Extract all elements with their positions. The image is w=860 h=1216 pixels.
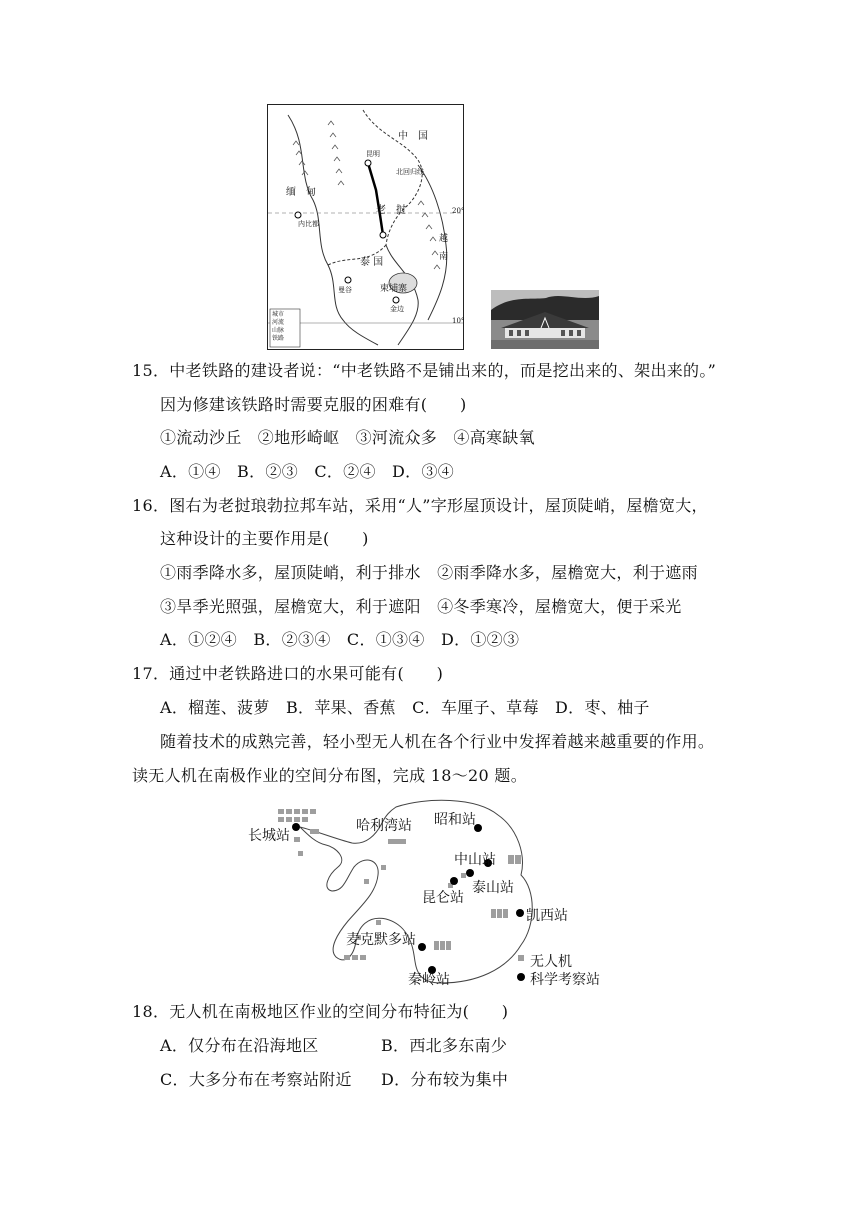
luang-prabang-station-photo [491,290,599,349]
q18-stem: 18．无人机在南极地区作业的空间分布特征为( ) [132,1002,509,1021]
q18-option-d: D．分布较为集中 [381,1070,509,1089]
lat10-label: 10° [452,317,465,325]
q15-statements: ①流动沙丘 ②地形崎岖 ③河流众多 ④高寒缺氧 [160,428,535,447]
lat20-label: 20° [452,207,465,215]
q16-stem: 16．图右为老挝琅勃拉邦车站，采用“人”字形屋顶设计，屋顶陡峭，屋檐宽大， [132,496,708,515]
vietnam-label: 越 南 [437,233,447,260]
q18-option-c: C．大多分布在考察站附近 [160,1070,352,1089]
q15-stem-2: 因为修建该铁路时需要克服的困难有( ) [160,395,467,414]
q15-stem: 15．中老铁路的建设者说：“中老铁路不是铺出来的，而是挖出来的、架出来的。” [132,361,717,380]
map-legend [272,311,284,343]
q16-options: A．①②④ B．②③④ C．①③④ D．①②③ [160,630,520,649]
station-zhongshan: 中山站 [454,852,496,868]
q17-options: A．榴莲、菠萝 B．苹果、香蕉 C．车厘子、草莓 D．枣、柚子 [160,698,650,717]
phnompenh-label: 金边 [390,305,404,313]
bangkok-label: 曼谷 [338,286,352,294]
legend-drone: 无人机 [530,954,572,970]
q16-statements-2: ③旱季光照强，屋檐宽大，利于遮阳 ④冬季寒冷，屋檐宽大，便于采光 [160,597,682,616]
q17-stem: 17．通过中老铁路进口的水果可能有( ) [132,664,444,683]
laos-railway-map [267,104,464,350]
station-mcmurdo: 麦克默多站 [346,932,416,948]
station-halley: 哈利湾站 [356,818,412,834]
thailand-label: 泰 国 [360,257,384,268]
q18-option-a: A．仅分布在沿海地区 [160,1036,319,1055]
legend-mountain: 山脉 [272,327,285,334]
q18-option-b: B．西北多东南少 [381,1036,508,1055]
station-syowa: 昭和站 [434,812,476,828]
station-great-wall: 长城站 [248,828,290,844]
kunming-label: 昆明 [366,150,380,158]
q15-options: A．①④ B．②③ C．②④ D．③④ [160,462,455,481]
antarctica-drone-map [236,795,614,987]
station-casey: 凯西站 [526,908,568,924]
naypyidaw-label: 内比都 [298,220,319,228]
intro-paragraph-2: 读无人机在南极作业的空间分布图，完成 18～20 题。 [132,766,527,785]
legend-station: 科学考察站 [530,972,600,988]
legend-river: 河流 [272,319,285,326]
station-kunlun: 昆仑站 [422,890,464,906]
cambodia-label: 柬埔寨 [380,284,408,294]
station-qinling: 秦岭站 [408,972,450,988]
q16-stem-2: 这种设计的主要作用是( ) [160,529,369,548]
laos-label: 老 挝 [376,205,406,216]
intro-paragraph-1: 随着技术的成熟完善，轻小型无人机在各个行业中发挥着越来越重要的作用。 [160,732,715,751]
q16-statements-1: ①雨季降水多，屋顶陡峭，利于排水 ②雨季降水多，屋檐宽大，利于遮雨 [160,563,698,582]
legend-city: 城市 [272,311,285,318]
myanmar-label: 缅 甸 [286,187,316,198]
china-label: 中 国 [398,131,428,142]
legend-railway: 铁路 [272,335,285,342]
station-taishan: 泰山站 [472,880,514,896]
tropic-label: 北回归线 [396,168,424,176]
